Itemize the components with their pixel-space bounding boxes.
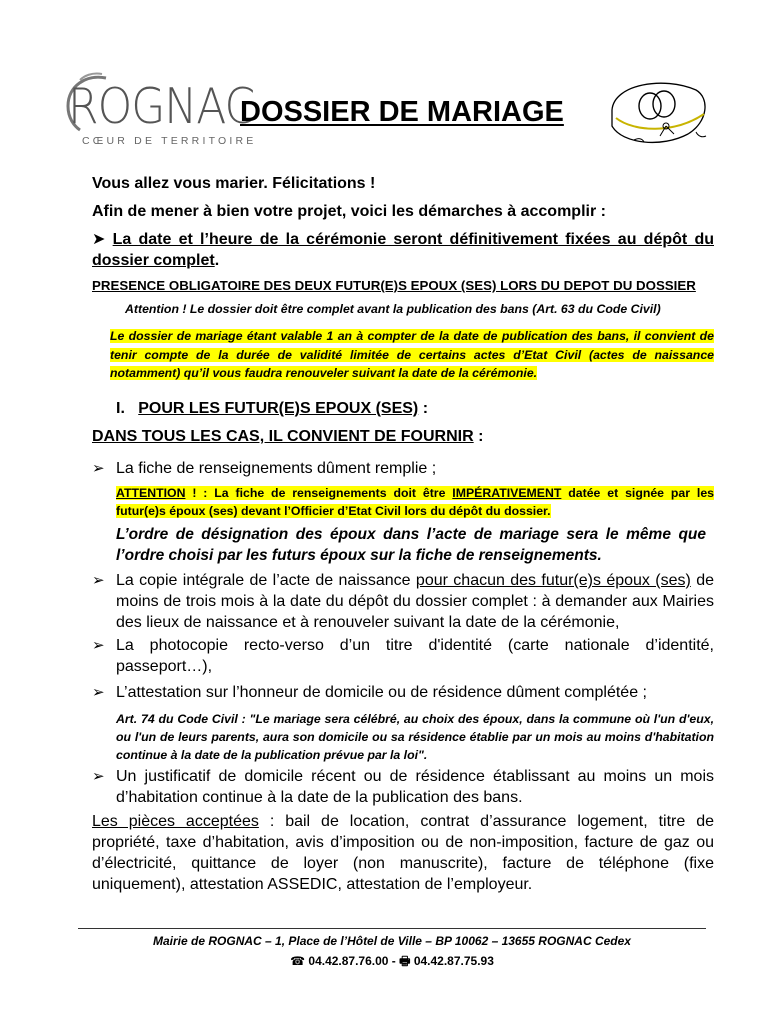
attention-complet: Attention ! Le dossier doit être complet avant la publication des bans (Art. 63 du Code Civil): [125, 302, 661, 316]
list-item-photocopie: ➢ La photocopie recto-verso d’un titre d'identité (carte nationale d’identité, passeport…),: [92, 637, 714, 675]
section-heading: I. POUR LES FUTUR(E)S EPOUX (SES) :: [116, 400, 429, 417]
presence-notice: PRESENCE OBLIGATOIRE DES DEUX FUTUR(E)S EPOUX (SES) LORS DU DEPOT DU DOSSIER: [92, 278, 696, 293]
intro-congratulations: Vous allez vous marier. Félicitations !: [92, 175, 376, 192]
list-item-fiche: ➢ La fiche de renseignements dûment remplie ;: [92, 460, 437, 477]
pieces-acceptees: Les pièces acceptées : bail de location, contrat d’assurance logement, titre de propriété, taxe d’habitation, avis d’imposition ou de non-imposition, facture de gaz ou d’électricité, quittance de loyer (non manuscrite), facture de téléphone (fixe uniquement), attestation ASSEDIC, attestation de l’employeur.: [92, 813, 715, 893]
fiche-attention: ATTENTION ! : La fiche de renseignements doit être IMPÉRATIVEMENT datée et signée par les futur(e)s époux (ses) devant l’Officier d’Etat Civil lors du dépôt du dossier.: [116, 486, 714, 518]
logo-wordmark: ROGNAC: [68, 78, 255, 136]
arrow-bullet-icon: ➤: [92, 231, 106, 248]
logo-tagline: CŒUR DE TERRITOIRE: [82, 135, 257, 147]
footer-phone: 04.42.87.76.00: [308, 954, 389, 968]
footer-contact: ☎ 04.42.87.76.00 - 🖶 04.42.87.75.93: [290, 954, 494, 968]
intro-steps: Afin de mener à bien votre projet, voici les démarches à accomplir :: [92, 203, 606, 220]
list-item-attestation: ➢ L’attestation sur l’honneur de domicile ou de résidence dûment complétée ;: [92, 684, 647, 701]
wedding-rings-icon: [604, 70, 714, 156]
phone-icon: ☎: [290, 954, 306, 968]
arrow-bullet-icon: ➢: [92, 768, 105, 785]
list-item-justificatif: ➢ Un justificatif de domicile récent ou de résidence établissant au moins un mois d’habitation continue à la date de la publication des bans.: [92, 768, 714, 806]
validity-note: Le dossier de mariage étant valable 1 an à compter de la date de publication des bans, il convient de tenir compte de la durée de validité limitée de certains actes d’Etat Civil (actes de naissance notamment) qu’il vous faudra renouveler suivant la date de la cérémonie.: [110, 329, 714, 380]
footer-address: Mairie de ROGNAC – 1, Place de l’Hôtel de Ville – BP 10062 – 13655 ROGNAC Cedex: [153, 934, 631, 948]
footer-fax: 04.42.87.75.93: [413, 954, 494, 968]
section-subheading: DANS TOUS LES CAS, IL CONVIENT DE FOURNIR :: [92, 428, 484, 445]
footer-divider: [78, 928, 706, 929]
page-title: DOSSIER DE MARIAGE: [240, 96, 564, 128]
list-item-copie: ➢ La copie intégrale de l’acte de naissance pour chacun des futur(e)s époux (ses) de moins de trois mois à la date du dépôt du dossier complet : à demander aux Mairies des lieux de naissance et à renouveler suivant la date de la cérémonie,: [92, 572, 714, 631]
date-notice: ➤ La date et l’heure de la cérémonie seront définitivement fixées au dépôt du dossier complet.: [92, 231, 714, 269]
ordre-note: L’ordre de désignation des époux dans l’acte de mariage sera le même que l’ordre choisi par les futurs époux sur la fiche de renseignements.: [116, 526, 706, 564]
arrow-bullet-icon: ➢: [92, 637, 105, 654]
arrow-bullet-icon: ➢: [92, 684, 105, 701]
arrow-bullet-icon: ➢: [92, 460, 105, 477]
arrow-bullet-icon: ➢: [92, 572, 105, 589]
fax-icon: 🖶: [399, 954, 411, 968]
art74-quote: Art. 74 du Code Civil : "Le mariage sera célébré, au choix des époux, dans la commune où l'un d'eux, ou l'un de leurs parents, aura son domicile ou sa résidence établie par un mois au moins d'habitation continue à la date de la publication prévue par la loi".: [116, 712, 714, 762]
